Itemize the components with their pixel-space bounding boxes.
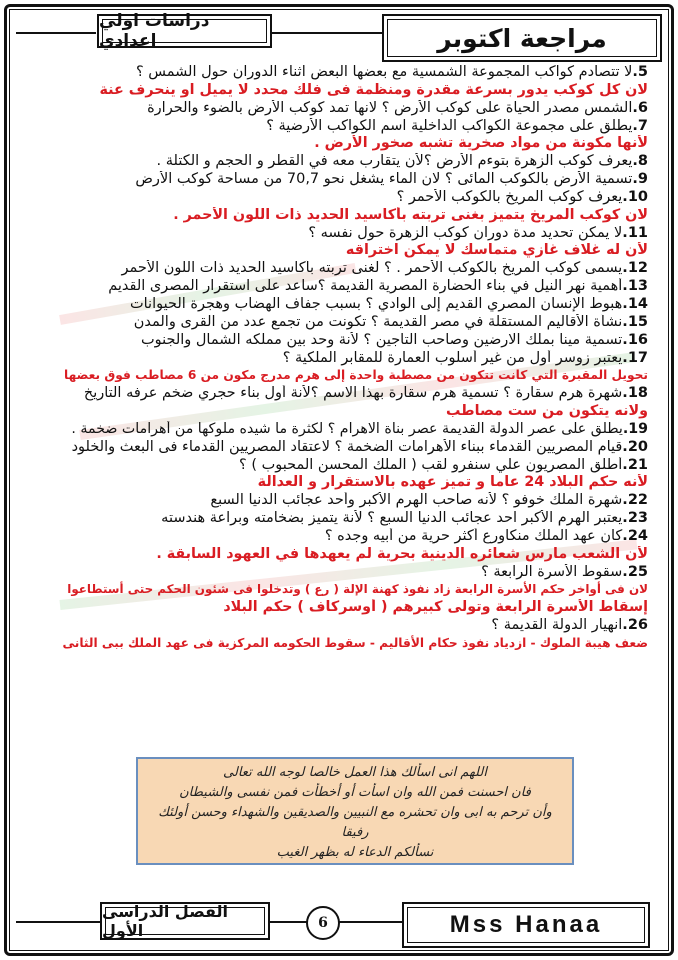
answer-text: ضعف هيبة الملوك - ازدياد نفوذ حكام الأقاليم - سقوط الحكومه المركزية فى عهد الملك ببى الثانى [62,636,648,650]
question-text: تسمية الأرض بالكوكب المائى ؟ لان الماء يشغل نحو 70,7 من مساحة كوكب الأرض [135,171,633,188]
question-number: 25. [622,563,648,580]
question-text: أهمية نهر النيل في بناء الحضارة المصرية القديمة ؟ساعد على استقرار المصرى القديم [108,278,623,295]
question-text: يعتبر زوسر أول من غير أسلوب العمارة للمقابر الملكية ؟ [282,349,623,366]
prayer-line: رفيقا [341,825,369,840]
question-number: 17. [622,349,648,366]
question-text: يعتبر الهرم الأكبر احد عجائب الدنيا السبع ؟ لأنة يتميز بضخامته وبراعة هندسته [161,510,623,527]
question-number: 5. [632,64,648,80]
question-text: هبوط الإنسان المصري القديم إلى الوادي ؟ بسبب جفاف الهضاب وهجرة الحيوانات [129,295,623,312]
question-line [62,350,648,368]
question-text: يطلق على مجموعة الكواكب الداخلية اسم الكواكب الأرضية ؟ [266,117,633,134]
question-number: 12. [622,260,648,277]
question-text: لا تتصادم كواكب المجموعة الشمسية مع بعضها البعض اثناء الدوران حول الشمس ؟ [135,64,633,80]
question-number: 10. [622,188,648,205]
question-number: 24. [622,527,648,544]
footer-rule [16,921,100,923]
question-text: أطلق المصريون علي سنفرو لقب ( الملك المحسن المحبوب ) ؟ [239,456,623,473]
prayer-line: فان احسنت فمن الله وان اسأت أو أخطأت فمن نفسى والشيطان [179,785,531,800]
question-text: نشأة الأقاليم المستقلة في مصر القديمة ؟ تكونت من تجمع عدد من القرى والمدن [133,313,623,330]
question-number: 14. [622,295,648,312]
question-line [62,118,648,136]
question-text: كان عهد الملك منكاورع أكثر حرية من أبيه وجده ؟ [324,527,623,544]
answer-text: لأنها مكونة من مواد صخرية تشبه صخور الأرض . [314,135,648,152]
question-text: يسمى كوكب المريخ بالكوكب الأحمر . ؟ لغنى تربته بأكاسيد الحديد ذات اللون الأحمر [121,260,623,277]
question-number: 15. [622,313,648,330]
question-line [62,153,648,171]
answer-line [62,135,648,153]
question-line [62,171,648,189]
prayer-line: اللهم انى اسألك هذا العمل خالصا لوجه الله تعالى [223,765,487,780]
answer-text: لان كل كوكب يدور بسرعة مقدرة ومنظمة فى فلك محدد لا يميل او ينحرف عنة [99,81,648,98]
answer-line [62,581,648,599]
question-number: 18. [622,385,648,402]
question-line [62,64,648,82]
answer-line [62,207,648,225]
answer-line [62,242,648,260]
question-number: 23. [622,510,648,527]
prayer-line: نسألكم الدعاء له بظهر الغيب [276,845,434,860]
answer-text: إسقاط الأسرة الرابعة وتولى كبيرهم ( أوسركاف ) حكم البلاد [223,599,648,616]
answer-text: لأن له غلاف غازي متماسك لا يمكن اختراقه [345,242,648,259]
question-line [62,189,648,207]
header-rule [272,32,382,34]
page-title: مراجعة اكتوبر [382,14,662,62]
question-text: قيام المصريين القدماء ببناء الأهرامات الضخمة ؟ لاعتقاد المصريين القدماء فى البعث والخلود [71,438,623,455]
question-text: سقوط الأسرة الرابعة ؟ [481,563,623,580]
question-line [62,492,648,510]
question-line [62,617,648,635]
question-text: شهرة الملك خوفو ؟ لأنه صاحب الهرم الأكبر وأحد عجائب الدنيا السبع [210,492,623,509]
prayer-box [136,757,574,865]
subject-label: دراسات اولي اعدادي [97,14,272,48]
question-line [62,314,648,332]
question-number: 13. [622,278,648,295]
question-line [62,457,648,475]
question-line [62,528,648,546]
answer-text: تحويل المقبرة التي كانت تتكون من مصطبة واحدة إلى هرم مدرج مكون من 6 مصاطب فوق بعضها [64,368,648,383]
header-rule [16,32,96,34]
question-line [62,278,648,296]
question-text: يطلق على عصر الدولة القديمة عصر بناة الاهرام ؟ لكثرة ما شيده ملوكها من أهرامات ضخمة . [71,420,623,437]
question-line [62,510,648,528]
question-number: 19. [622,420,648,437]
question-text: تسمية مينا بملك الارضين وصاحب التاجين ؟ لأنة وحد بين مملكه الشمال والجنوب [140,331,623,348]
question-number: 22. [622,492,648,509]
term-label: الفصل الدراسى الأول [100,902,270,940]
answer-line [62,635,648,653]
answer-line [62,367,648,385]
answer-text: لان فى أواخر حكم الأسرة الرابعة زاد نفوذ كهنة الإلة ( رع ) وتدخلوا فى شئون الحكم حتى أستطاعوا [67,582,648,597]
question-line [62,332,648,350]
question-number: 7. [632,117,648,134]
question-line [62,564,648,582]
prayer-line: وأن ترحم به ابى وان تحشره مع النبيين والصديقين والشهداء وحسن أولئك [158,805,552,820]
question-line [62,385,648,403]
answer-text: ولانه يتكون من ست مصاطب [446,403,648,420]
question-number: 21. [622,456,648,473]
question-number: 6. [632,99,648,116]
question-line [62,439,648,457]
brand-label: Mss Hanaa [402,902,650,948]
question-text: يعرف كوكب الزهرة بتوءم الأرض ؟لأن يتقارب معه في القطر و الحجم و الكتلة . [156,153,633,170]
answer-line [62,403,648,421]
answer-line [62,474,648,492]
questions-list [62,64,648,653]
question-number: 20. [622,438,648,455]
question-line [62,421,648,439]
question-line [62,296,648,314]
question-number: 16. [622,331,648,348]
answer-line [62,599,648,617]
question-number: 11. [622,224,648,241]
answer-line [62,546,648,564]
question-text: شهرة هرم سقارة ؟ تسمية هرم سقارة بهذا الاسم ؟لأنة أول بناء حجري ضخم عرفه التاريخ [83,385,623,402]
question-text: الشمس مصدر الحياة على كوكب الأرض ؟ لانها تمد كوكب الأرض بالضوء والحرارة [147,99,633,116]
question-text: لا يمكن تحديد مدة دوران كوكب الزهرة حول نفسه ؟ [308,224,623,241]
question-number: 26. [622,617,648,634]
question-line [62,260,648,278]
question-line [62,100,648,118]
answer-line [62,82,648,100]
question-text: انهيار الدولة القديمة ؟ [491,617,623,634]
question-number: 8. [632,153,648,170]
question-text: يعرف كوكب المريخ بالكوكب الأحمر ؟ [396,188,623,205]
answer-text: لان كوكب المريخ يتميز بغنى تربته بأكاسيد الحديد ذات اللون الأحمر . [173,206,648,223]
page-number: 6 [306,906,340,940]
answer-text: لأن الشعب مارس شعائره الدينية بحرية لم يعهدها في العهود السابقة . [156,545,648,562]
question-number: 9. [632,171,648,188]
question-line [62,225,648,243]
answer-text: لأنه حكم البلاد 24 عاما و تميز عهده بالاستقرار و العدالة [257,474,648,491]
